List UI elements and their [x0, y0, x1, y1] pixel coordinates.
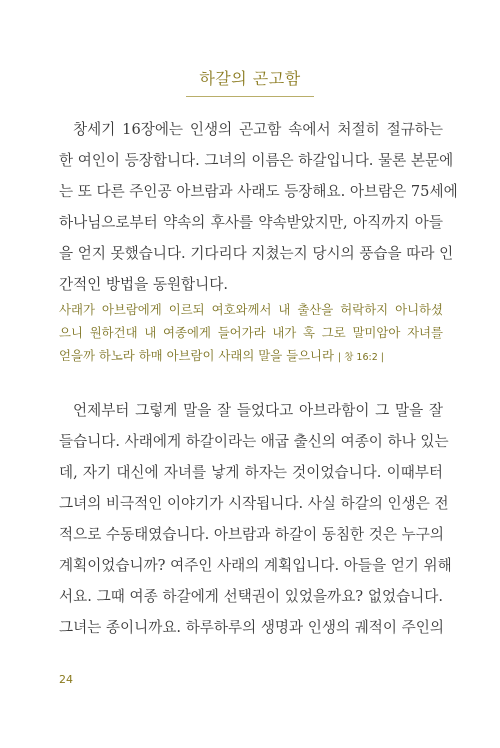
paragraph-line: 하나님으로부터 약속의 후사를 약속받았지만, 아직까지 아들 — [59, 214, 443, 231]
section-title: 하갈의 곤고함 — [199, 69, 301, 88]
quote-line-text: 얻을까 하노라 하매 아브람이 사래의 말을 들으니라 — [59, 348, 334, 363]
paragraph-line: 들습니다. 사래에게 하갈이라는 애굽 출신의 여종이 하나 있는 — [59, 433, 449, 450]
paragraph-line: 한 여인이 등장합니다. 그녀의 이름은 하갈입니다. 물론 본문에 — [59, 152, 454, 169]
paragraph-line: 적으로 수동태였습니다. 아브람과 하갈이 동침한 것은 누구의 — [59, 526, 444, 543]
paragraph-line: 서요. 그때 여종 하갈에게 선택권이 있었을까요? 없었습니다. — [59, 588, 443, 605]
quote-line: 으니 원하건대 내 여종에게 들어가라 내가 혹 그로 말미암아 자녀를 — [59, 325, 443, 340]
paragraph-line: 창세기 16장에는 인생의 곤고함 속에서 처절히 절규하는 — [73, 121, 443, 138]
quote-line: 사래가 아브람에게 이르되 여호와께서 내 출산을 허락하지 아니하셨 — [59, 302, 443, 317]
scripture-reference: | 창 16:2 | — [338, 352, 384, 363]
paragraph-1 — [59, 114, 458, 300]
paragraph-line: 그녀는 종이니까요. 하루하루의 생명과 인생의 궤적이 주인의 — [59, 619, 444, 636]
quote-line-last — [59, 344, 443, 367]
paragraph-line: 데, 자기 대신에 자녀를 낳게 하자는 것이었습니다. 이때부터 — [59, 464, 443, 481]
paragraph-line: 언제부터 그렇게 말을 잘 들었다고 아브라함이 그 말을 잘 — [73, 402, 443, 419]
paragraph-line: 계획이었습니까? 여주인 사래의 계획입니다. 아들을 얻기 위해 — [59, 557, 452, 574]
paragraph-line: 는 또 다른 주인공 아브람과 사래도 등장해요. 아브람은 75세에 — [59, 183, 458, 200]
scripture-quote — [59, 298, 443, 367]
title-underline — [186, 96, 314, 97]
paragraph-line: 을 얻지 못했습니다. 기다리다 지쳤는지 당시의 풍습을 따라 인 — [59, 245, 454, 262]
paragraph-line: 그녀의 비극적인 이야기가 시작됩니다. 사실 하갈의 인생은 전 — [59, 495, 449, 512]
paragraph-line: 간적인 방법을 동원합니다. — [59, 276, 228, 293]
page-number: 24 — [59, 673, 73, 686]
paragraph-2 — [59, 395, 452, 643]
